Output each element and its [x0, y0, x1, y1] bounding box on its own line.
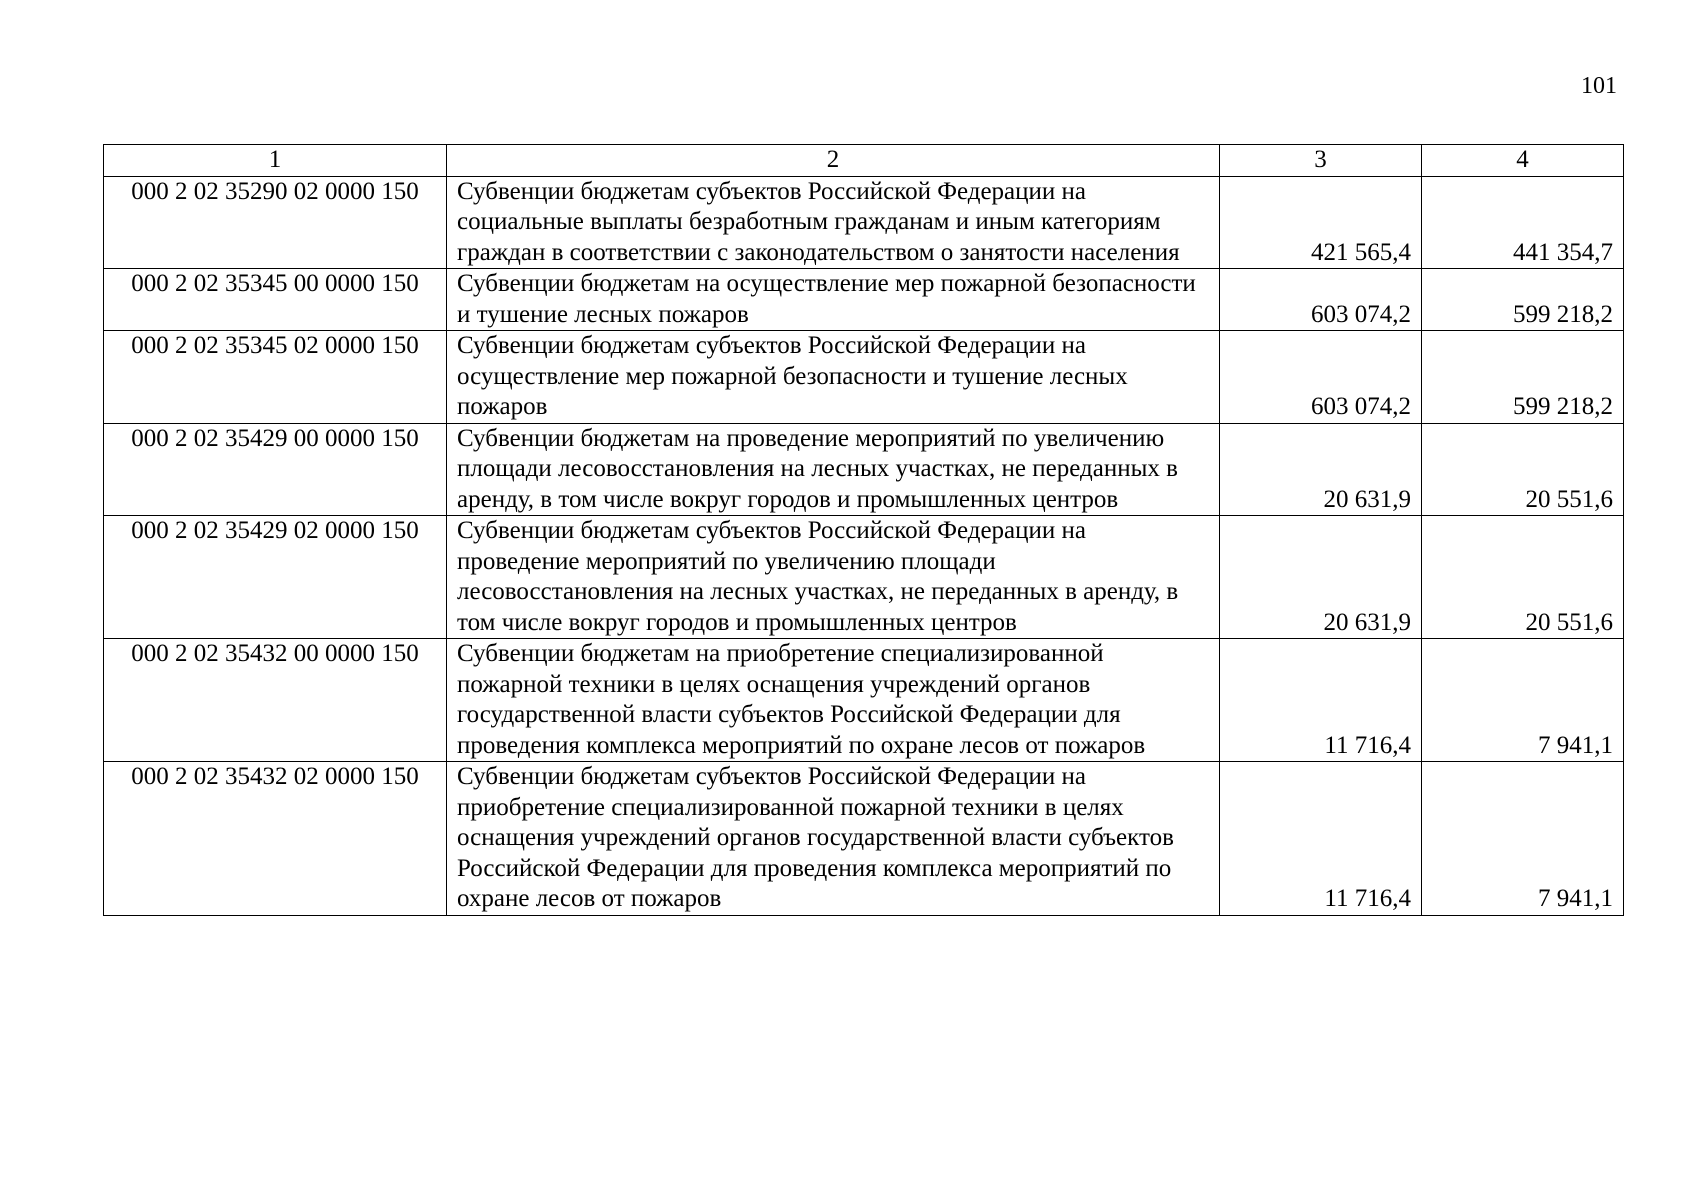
- row-value-1: 421 565,4: [1220, 176, 1422, 269]
- row-code: 000 2 02 35432 02 0000 150: [104, 762, 447, 916]
- table-row: [104, 331, 1624, 424]
- row-name: Субвенции бюджетам на осуществление мер пожарной безопасности и тушение лесных пожаров: [447, 269, 1220, 331]
- row-value-1: 603 074,2: [1220, 331, 1422, 424]
- row-name: Субвенции бюджетам субъектов Российской Федерации на осуществление мер пожарной безопасности и тушение лесных пожаров: [447, 331, 1220, 424]
- row-value-1: 11 716,4: [1220, 639, 1422, 762]
- header-cell-3: 3: [1220, 145, 1422, 177]
- row-value-2: 441 354,7: [1422, 176, 1624, 269]
- row-value-2: 599 218,2: [1422, 331, 1624, 424]
- row-value-2: 20 551,6: [1422, 516, 1624, 639]
- table-row: [104, 269, 1624, 331]
- row-value-2: 599 218,2: [1422, 269, 1624, 331]
- row-code: 000 2 02 35345 00 0000 150: [104, 269, 447, 331]
- table-row: [104, 639, 1624, 762]
- row-code: 000 2 02 35429 00 0000 150: [104, 423, 447, 516]
- row-value-2: 7 941,1: [1422, 762, 1624, 916]
- row-value-1: 603 074,2: [1220, 269, 1422, 331]
- row-name: Субвенции бюджетам субъектов Российской Федерации на приобретение специализированной пожарной техники в целях оснащения учреждений органов государственной власти субъектов Российской Федерации для проведения комплекса мероприятий по охране лесов от пожаров: [447, 762, 1220, 916]
- row-name: Субвенции бюджетам на проведение мероприятий по увеличению площади лесовосстановления на лесных участках, не переданных в аренду, в том числе вокруг городов и промышленных центров: [447, 423, 1220, 516]
- budget-table: [103, 144, 1624, 916]
- row-code: 000 2 02 35429 02 0000 150: [104, 516, 447, 639]
- row-value-1: 11 716,4: [1220, 762, 1422, 916]
- table-row: [104, 516, 1624, 639]
- row-value-2: 20 551,6: [1422, 423, 1624, 516]
- row-code: 000 2 02 35290 02 0000 150: [104, 176, 447, 269]
- table-row: [104, 176, 1624, 269]
- header-cell-2: 2: [447, 145, 1220, 177]
- page-number: 101: [1581, 73, 1617, 99]
- row-value-1: 20 631,9: [1220, 423, 1422, 516]
- table-row: [104, 423, 1624, 516]
- row-value-2: 7 941,1: [1422, 639, 1624, 762]
- header-cell-1: 1: [104, 145, 447, 177]
- row-code: 000 2 02 35432 00 0000 150: [104, 639, 447, 762]
- row-name: Субвенции бюджетам на приобретение специализированной пожарной техники в целях оснащения учреждений органов государственной власти субъектов Российской Федерации для проведения комплекса мероприятий по охране лесов от пожаров: [447, 639, 1220, 762]
- table-row: [104, 762, 1624, 916]
- header-row: [104, 145, 1624, 177]
- row-name: Субвенции бюджетам субъектов Российской Федерации на проведение мероприятий по увеличению площади лесовосстановления на лесных участках, не переданных в аренду, в том числе вокруг городов и промышленных центров: [447, 516, 1220, 639]
- row-code: 000 2 02 35345 02 0000 150: [104, 331, 447, 424]
- header-cell-4: 4: [1422, 145, 1624, 177]
- row-value-1: 20 631,9: [1220, 516, 1422, 639]
- row-name: Субвенции бюджетам субъектов Российской Федерации на социальные выплаты безработным гражданам и иным категориям граждан в соответствии с законодательством о занятости населения: [447, 176, 1220, 269]
